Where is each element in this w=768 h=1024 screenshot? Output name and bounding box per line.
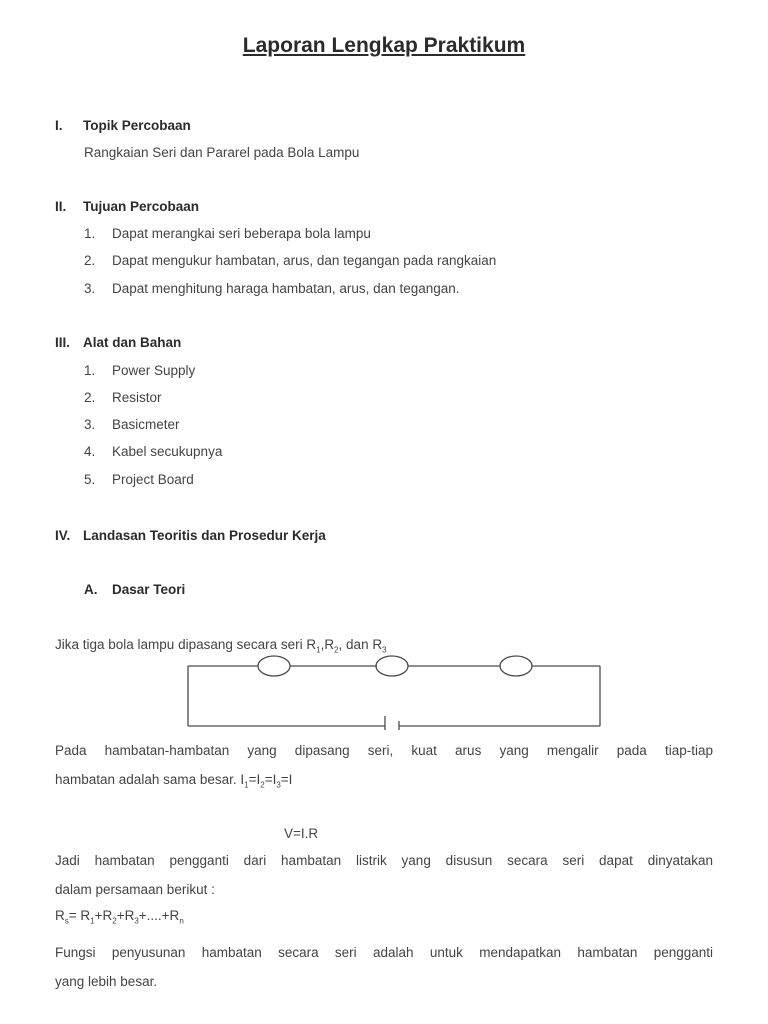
subscript: 2 xyxy=(260,780,265,790)
line-text: =I xyxy=(248,772,261,787)
list-text: Dapat merangkai seri beberapa bola lampu xyxy=(112,226,371,241)
section-1-body: Rangkaian Seri dan Pararel pada Bola Lampu xyxy=(84,145,360,160)
list-text: Power Supply xyxy=(112,363,196,378)
series-circuit-diagram xyxy=(180,650,610,730)
section-number: II. xyxy=(55,199,67,214)
section-title: Landasan Teoritis dan Prosedur Kerja xyxy=(83,528,326,543)
list-text: Project Board xyxy=(112,472,194,487)
subscript: 1 xyxy=(316,645,321,655)
section-4-heading xyxy=(55,528,326,543)
section-1-heading xyxy=(55,118,191,133)
subscript: n xyxy=(179,916,184,926)
list-number: 4. xyxy=(84,444,96,459)
intro-text: , dan R xyxy=(338,637,383,652)
subscript: 3 xyxy=(276,780,281,790)
list-text: Kabel secukupnya xyxy=(112,444,223,459)
page-title: Laporan Lengkap Praktikum xyxy=(242,34,526,57)
paragraph-equivalent-resistance xyxy=(55,846,713,904)
list-number: 2. xyxy=(84,253,96,268)
subscript: 1 xyxy=(90,916,95,926)
list-number: 1. xyxy=(84,363,96,378)
list-item xyxy=(84,390,162,405)
section-number: I. xyxy=(55,118,63,133)
paragraph-series-current xyxy=(55,736,713,800)
section-number: III. xyxy=(55,335,71,350)
section-2-heading xyxy=(55,199,199,214)
intro-text: ,R xyxy=(320,637,335,652)
list-number: 1. xyxy=(84,226,96,241)
intro-text: Jika tiga bola lampu dipasang secara seri R xyxy=(55,637,317,652)
list-item xyxy=(84,226,371,241)
list-item xyxy=(84,472,194,487)
list-number: 3. xyxy=(84,281,96,296)
list-item xyxy=(84,444,222,459)
list-text: Basicmeter xyxy=(112,417,180,432)
section-title: Topik Percobaan xyxy=(83,118,191,133)
line-text: =I xyxy=(264,772,277,787)
line-text: =I xyxy=(280,772,293,787)
section-title: Dasar Teori xyxy=(112,582,186,597)
eq-text: +R xyxy=(94,908,113,923)
subscript: 2 xyxy=(112,916,117,926)
eq-text: +....+R xyxy=(138,908,180,923)
subscript: 1 xyxy=(244,780,249,790)
list-item xyxy=(84,281,460,296)
subscript: 2 xyxy=(334,645,339,655)
paragraph-line: Pada hambatan-hambatan yang dipasang seri, kuat arus yang mengalir pada tiap-tiap xyxy=(55,743,713,758)
section-title: Tujuan Percobaan xyxy=(83,199,200,214)
subscript: 3 xyxy=(382,645,387,655)
list-text: Dapat mengukur hambatan, arus, dan tegangan pada rangkaian xyxy=(112,253,497,268)
list-item xyxy=(84,417,180,432)
section-title: Alat dan Bahan xyxy=(83,335,182,350)
paragraph-series-function xyxy=(55,938,713,996)
paragraph-line xyxy=(55,765,713,800)
paragraph-line: Fungsi penyusunan hambatan secara seri adalah untuk mendapatkan hambatan pengganti xyxy=(55,945,713,960)
lamp-2-icon xyxy=(376,656,408,676)
list-number: 5. xyxy=(84,472,96,487)
formula-ohm: V=I.R xyxy=(284,826,319,841)
list-number: 2. xyxy=(84,390,96,405)
list-number: 3. xyxy=(84,417,96,432)
paragraph-line: yang lebih besar. xyxy=(55,974,158,989)
subscript: s xyxy=(64,916,69,926)
list-text: Dapat menghitung haraga hambatan, arus, dan tegangan. xyxy=(112,281,460,296)
lamp-1-icon xyxy=(258,656,290,676)
line-text: hambatan adalah sama besar. I xyxy=(55,772,245,787)
lamp-3-icon xyxy=(500,656,532,676)
equation-series-resistance xyxy=(55,908,184,926)
paragraph-line: Jadi hambatan pengganti dari hambatan listrik yang disusun secara seri dapat dinyatakan xyxy=(55,853,713,868)
paragraph-line: dalam persamaan berikut : xyxy=(55,882,215,897)
eq-text: = R xyxy=(68,908,91,923)
section-number: A. xyxy=(84,582,98,597)
eq-text: +R xyxy=(116,908,135,923)
section-number: IV. xyxy=(55,528,71,543)
section-3-heading xyxy=(55,335,181,350)
list-item xyxy=(84,363,195,378)
eq-text: R xyxy=(55,908,65,923)
subscript: 3 xyxy=(134,916,139,926)
list-item xyxy=(84,253,496,268)
subsection-a-heading xyxy=(84,582,185,597)
list-text: Resistor xyxy=(112,390,162,405)
